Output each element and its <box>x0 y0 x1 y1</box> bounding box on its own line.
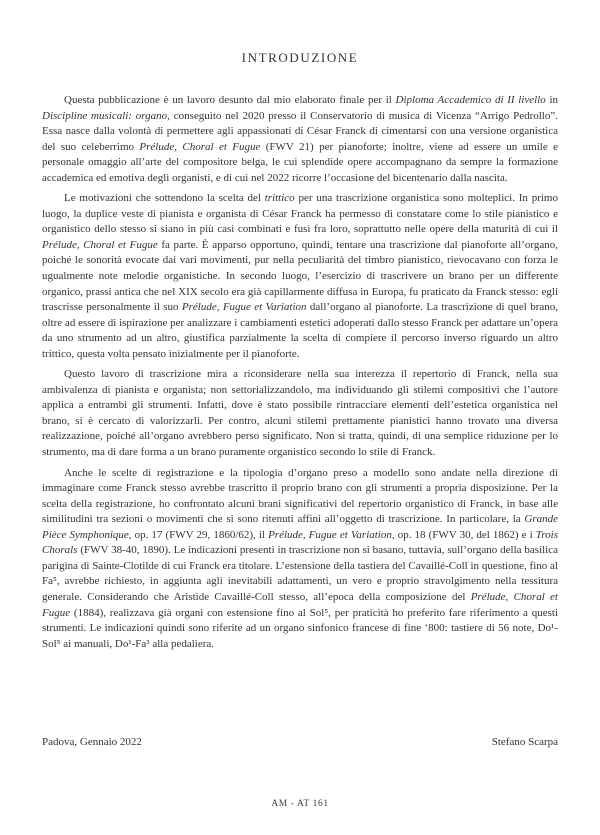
footer-place-date: Padova, Gennaio 2022 <box>42 736 142 748</box>
text-run-italic: Prélude, Choral et Fugue <box>42 238 158 251</box>
page-title: INTRODUZIONE <box>241 50 359 65</box>
text-run-italic: Prélude, Fugue et Variation <box>181 301 307 314</box>
footer-author: Stefano Scarpa <box>491 736 558 748</box>
text-run: Anche le scelte di registrazione e la tipologia d’organo preso a modello sono andate nella direzione di immaginare come Franck stesso avrebbe trascritto il proprio brano con gli strumenti a propria disposizione. Per la scelta della registrazione, ho confrontato alcuni brani significativi del repertorio organistico di Franck, in base alle similitudini tra sezioni o movimenti che si sono ritenuti affini all’oggetto di trascrizione. In particolare, la <box>42 466 558 526</box>
text-run-italic: Prélude, Choral et Fugue <box>42 590 558 619</box>
paragraph <box>42 191 558 362</box>
text-run: , op. 18 (FWV 30, del 1862) e i <box>391 528 536 541</box>
paragraph <box>42 466 558 653</box>
text-run: (1884), realizzava già organi con estensione fino al Sol⁵, per praticità ho preferito fare riferimento a questi strumenti. Le indicazioni quindi sono riferite ad un organo sinfonico francese di fine ‘800: tastiere di 56 note, Do¹-Sol⁵ ai manuali, Do¹-Fa³ alla pedaliera. <box>42 606 558 650</box>
text-run: dall’organo al pianoforte. La trascrizione di quel brano, oltre ad essere di ispirazione per analizzare i cambiamenti estetici adoperati dallo stesso Franck per adattare un’opera da uno strumento ad un altro, giustifica parzialmente la scelta di compiere il percorso inverso riguardo un altro trittico, questa volta pensato inizialmente per il pianoforte. <box>42 301 559 360</box>
text-run-italic: Prélude, Fugue et Variation <box>268 528 392 541</box>
text-run: in <box>545 94 559 106</box>
text-run: fa parte. È apparso opportuno, quindi, tentare una trascrizione dal pianoforte all’organo, poiché le sonorità evocate dai vari movimenti, pur nella peculiarità del timbro pianistico, rievocavano con forza le ugualmente note melodie organistiche. In secondo luogo, l’esercizio di trascrivere un brano per un differente organico, prassi antica che nel XIX secolo era già capillarmente diffusa in Europa, fu praticato da Franck stesso: egli trascrisse personalmente il suo <box>42 238 558 314</box>
text-run-italic: Prélude, Choral et Fugue <box>139 140 261 153</box>
text-run: (FWV 21) per pianoforte; inoltre, viene ad essere un umile e personale omaggio all’arte del compositore belga, le cui splendide opere accompagnano da sempre la formazione accademica ed emotiva degli organisti, e di cui nel 2022 ricorre l’occasione del bicentenario dalla nascita. <box>42 140 558 184</box>
text-run: per una trascrizione organistica sono molteplici. In primo luogo, la duplice veste di pianista e organista di César Franck ha permesso di constatare come lo stile pianistico e organistico dello stesso si siano in più casi combinati e fusi fra loro, soprattutto nelle opere della maturità di cui il <box>42 192 558 236</box>
text-run: Questa pubblicazione è un lavoro desunto dal mio elaborato finale per il <box>64 94 396 106</box>
paragraph <box>42 93 558 186</box>
text-run: Questo lavoro di trascrizione mira a riconsiderare nella sua interezza il repertorio di Franck, nella sua ambivalenza di pianista e organista; non settorializzandolo, ma individuando gli stilemi compositivi che l’autore applica a entrambi gli strumenti. Infatti, dove è stato possibile rintracciare elementi dell’estetica organistica nel brano, si è cercato di valorizzarli. Per contro, alcuni stilemi prettamente pianistici hanno trovato una diversa realizzazione, poiché all’organo avrebbero perso significato. Non si tratta, quindi, di una semplice riduzione per lo strumento, ma di dare forma a un brano puramente organistico secondo lo stile di Franck. <box>42 368 558 459</box>
text-run-italic: trittico <box>264 192 295 205</box>
text-run-italic: Grande Pièce Symphonique <box>42 513 558 541</box>
text-run: Le motivazioni che sottendono la scelta del <box>64 192 265 205</box>
text-run-italic: Diploma Accademico di II livello <box>395 94 546 106</box>
text-run: , conseguito nel 2020 presso il Conservatorio di musica di Vicenza “Arrigo Pedrollo”. Essa nasce dalla volontà di permettere agli appassionati di César Franck di cimentarsi con una versione organistica del suo celeberrimo <box>42 109 558 153</box>
catalog-number: AM - AT 161 <box>271 799 329 809</box>
paragraph <box>42 367 558 460</box>
footer <box>42 736 558 748</box>
text-run-italic: Discipline musicali: organo <box>42 109 168 122</box>
document-body <box>42 93 558 652</box>
text-run: (FWV 38-40, 1890). Le indicazioni presenti in trascrizione non si basano, tuttavia, sull’organo della basilica parigina di Sainte-Clotilde di cui Franck era titolare. L’estensione della tastiera del Cavaillé-Coll in questione, fino al Fa⁵, avrebbe richiesto, in aggiunta agli inevitabili adattamenti, un vero e proprio stravolgimento nella tessitura generale. Considerando che Aristide Cavaillé-Coll stesso, all’epoca della composizione del <box>42 544 558 603</box>
text-run: , op. 17 (FWV 29, 1860/62), il <box>128 528 269 541</box>
text-run-italic: Trois Chorals <box>42 528 558 557</box>
